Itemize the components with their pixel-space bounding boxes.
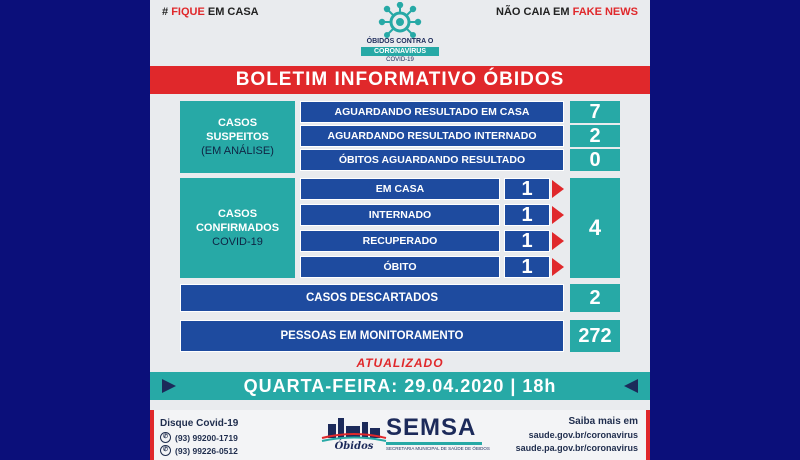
confirmed-row-label: EM CASA <box>300 178 500 200</box>
disque-title: Disque Covid-19 <box>160 418 239 429</box>
updated-label: ATUALIZADO <box>356 356 444 370</box>
virus-icon <box>355 2 445 38</box>
confirmed-row-value: 1 <box>504 178 550 200</box>
suspected-row-label: AGUARDANDO RESULTADO EM CASA <box>300 101 564 123</box>
confirmed-cases-label: CASOS CONFIRMADOS COVID-19 <box>180 178 295 278</box>
bulletin-poster <box>150 0 650 460</box>
campaign-logo <box>355 2 445 66</box>
suspected-cases-label: CASOS SUSPEITOS (EM ANÁLISE) <box>180 101 295 173</box>
semsa-underline <box>386 442 482 445</box>
confirmed-row-label: RECUPERADO <box>300 230 500 252</box>
monitoring-value: 272 <box>570 320 620 352</box>
semsa-subtitle: SECRETARIA MUNICIPAL DE SAÚDE DE ÓBIDOS <box>386 446 490 451</box>
semsa-logo-text: SEMSA <box>386 414 477 441</box>
phone-line: ✆ (93) 99226-0512 <box>160 445 238 456</box>
logo-line-3: COVID-19 <box>386 57 414 63</box>
learn-more-link[interactable]: saude.pa.gov.br/coronavirus <box>515 443 638 453</box>
confirmed-row-label: ÓBITO <box>300 256 500 278</box>
logo-line-1: ÓBIDOS CONTRA O <box>366 38 434 45</box>
discarded-cases-label: CASOS DESCARTADOS <box>180 284 564 312</box>
city-skyline-icon <box>318 414 390 442</box>
play-left-icon <box>624 379 638 393</box>
suspected-row-value: 2 <box>570 125 620 147</box>
play-right-icon <box>162 379 176 393</box>
update-date: QUARTA-FEIRA: 29.04.2020 | 18h <box>150 372 650 400</box>
confirmed-total-value: 4 <box>570 178 620 278</box>
footer-accent-right <box>646 410 650 460</box>
stay-home-tag: # FIQUE EM CASA <box>162 6 259 18</box>
monitoring-label: PESSOAS EM MONITORAMENTO <box>180 320 564 352</box>
suspected-row-value: 7 <box>570 101 620 123</box>
pointer-arrow-icon <box>552 206 564 224</box>
whatsapp-icon: ✆ <box>160 445 171 456</box>
suspected-row-label: ÓBITOS AGUARDANDO RESULTADO <box>300 149 564 171</box>
pointer-arrow-icon <box>552 258 564 276</box>
pointer-arrow-icon <box>552 180 564 198</box>
footer-accent-left <box>150 410 154 460</box>
page-title: BOLETIM INFORMATIVO ÓBIDOS <box>150 66 650 94</box>
logo-line-2: CORONAVÍRUS <box>361 47 439 56</box>
suspected-row-label: AGUARDANDO RESULTADO INTERNADO <box>300 125 564 147</box>
city-logo <box>318 414 390 456</box>
confirmed-row-value: 1 <box>504 230 550 252</box>
learn-more-link[interactable]: saude.gov.br/coronavirus <box>528 430 638 440</box>
learn-more-title: Saiba mais em <box>568 416 638 427</box>
confirmed-row-value: 1 <box>504 204 550 226</box>
confirmed-row-label: INTERNADO <box>300 204 500 226</box>
city-logo-text: Óbidos <box>334 441 374 452</box>
whatsapp-icon: ✆ <box>160 432 171 443</box>
phone-line: ✆ (93) 99200-1719 <box>160 432 238 443</box>
suspected-row-value: 0 <box>570 149 620 171</box>
fake-news-tag: NÃO CAIA EM FAKE NEWS <box>496 6 638 18</box>
discarded-cases-value: 2 <box>570 284 620 312</box>
confirmed-row-value: 1 <box>504 256 550 278</box>
pointer-arrow-icon <box>552 232 564 250</box>
